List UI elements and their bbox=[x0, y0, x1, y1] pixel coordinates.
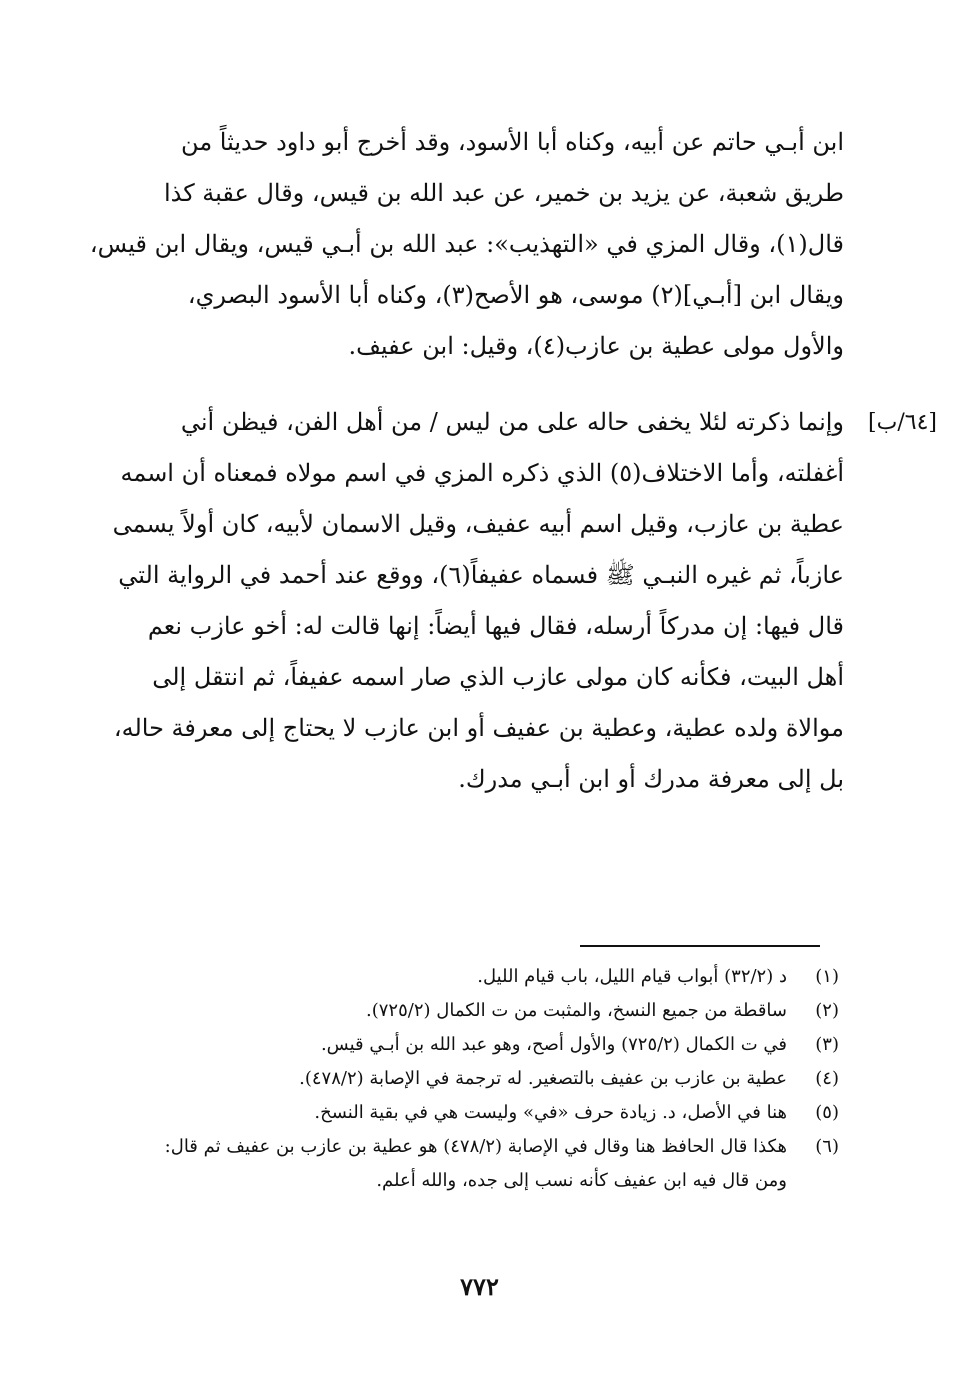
page-number: ٧٧٢ bbox=[460, 1272, 499, 1301]
footnote-text-continuation: ومن قال فيه ابن عفيف كأنه نسب إلى جده، والله أعلم. bbox=[376, 1170, 787, 1191]
text-line: بل إلى معرفة مدرك أو ابن أبـي مدرك. bbox=[458, 765, 844, 793]
text-line: عطية بن عازب، وقيل اسم أبيه عفيف، وقيل الاسمان لأبيه، كان أولاً يسمى bbox=[112, 510, 844, 538]
footnote-item bbox=[39, 1130, 839, 1198]
footnote-item bbox=[39, 1062, 839, 1096]
paragraph-2 bbox=[112, 397, 844, 805]
footnotes bbox=[39, 960, 839, 1198]
text-line: ابن أبـي حاتم عن أبيه، وكناه أبا الأسود، وقد أخرج أبو داود حديثاً من bbox=[181, 128, 844, 156]
footnote-text: هكذا قال الحافظ هنا وقال في الإصابة (٤٧٨/٢) هو عطية بن عازب بن عفيف ثم قال: bbox=[164, 1136, 787, 1157]
footnote-text: في ت الكمال (٧٢٥/٢) والأول أصح، وهو عبد الله بن أبـي قيس. bbox=[320, 1034, 787, 1055]
footnote-number: (٦) bbox=[815, 1136, 839, 1157]
text-line: قال(١)، وقال المزي في «التهذيب»: عبد الله بن أبـي قيس، ويقال ابن قيس، bbox=[89, 230, 844, 258]
footnote-item bbox=[39, 960, 839, 994]
text-line: ويقال ابن [أبـي](٢) موسى، هو الأصح(٣)، وكناه أبا الأسود البصري، bbox=[187, 281, 844, 309]
text-line: والأول مولى عطية بن عازب(٤)، وقيل: ابن عفيف. bbox=[348, 332, 844, 360]
footnote-item bbox=[39, 1028, 839, 1062]
footnote-number: (٢) bbox=[815, 1000, 839, 1021]
footnote-text: د (٣٢/٢) أبواب قيام الليل، باب قيام الليل. bbox=[477, 966, 787, 987]
text-line: أغفلته، وأما الاختلاف(٥) الذي ذكره المزي في اسم مولاه فمعناه أن اسمه bbox=[120, 459, 844, 487]
footnote-number: (١) bbox=[815, 966, 839, 987]
footnote-text: هنا في الأصل، د. زيادة حرف «في» وليست هي في بقية النسخ. bbox=[314, 1102, 787, 1123]
footnote-text: عطية بن عازب بن عفيف بالتصغير. له ترجمة في الإصابة (٤٧٨/٢). bbox=[299, 1068, 787, 1089]
footnote-number: (٥) bbox=[815, 1102, 839, 1123]
text-line: قال فيها: إن مدركاً أرسله، فقال فيها أيضاً: إنها قالت له: أخو عازب نعم bbox=[147, 612, 844, 640]
footnote-text: ساقطة من جميع النسخ، والمثبت من ت الكمال (٧٢٥/٢). bbox=[366, 1000, 787, 1021]
footnote-separator bbox=[580, 945, 820, 947]
text-line: طريق شعبة، عن يزيد بن خمير، عن عبد الله بن قيس، وقال عقبة كذا bbox=[163, 179, 844, 207]
footnote-number: (٤) bbox=[815, 1068, 839, 1089]
footnote-item bbox=[39, 1096, 839, 1130]
paragraph-1 bbox=[89, 117, 844, 372]
footnote-item bbox=[39, 994, 839, 1028]
manuscript-folio-ref: [٦٤/ب] bbox=[868, 410, 937, 435]
text-line: عازباً، ثم غيره النبـي ﷺ فسماه عفيفاً(٦)، ووقع عند أحمد في الرواية التي bbox=[118, 561, 844, 589]
footnote-number: (٣) bbox=[815, 1034, 839, 1055]
text-line: وإنما ذكرته لئلا يخفى حاله على من ليس / من أهل الفن، فيظن أني bbox=[180, 408, 844, 436]
text-line: موالاة ولده عطية، وعطية بن عفيف أو ابن عازب لا يحتاج إلى معرفة حاله، bbox=[113, 714, 844, 742]
text-line: أهل البيت، فكأنه كان مولى عازب الذي صار اسمه عفيفاً، ثم انتقل إلى bbox=[152, 663, 844, 691]
